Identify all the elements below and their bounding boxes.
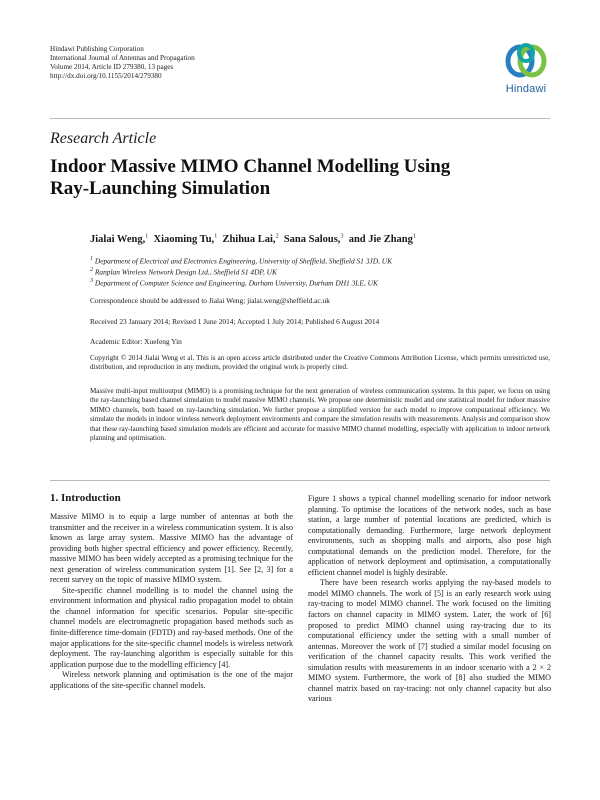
body-column-left — [50, 512, 293, 792]
copyright-notice: Copyright © 2014 Jialai Weng et al. This is an open access article distributed under the Creative Commons Attribution License, which permits unrestricted use, distribution, and reproduction in any medium, provided the original work is properly cited. — [90, 354, 550, 372]
publication-dates: Received 23 January 2014; Revised 1 June 2014; Accepted 1 July 2014; Published 6 August 2014 — [90, 317, 380, 326]
header-divider — [50, 118, 550, 119]
volume-line: Volume 2014, Article ID 279380, 13 pages — [50, 63, 174, 71]
author-list — [90, 233, 416, 245]
paper-title-line-1: Indoor Massive MIMO Channel Modelling Using — [50, 156, 451, 177]
publisher-line: Hindawi Publishing Corporation — [50, 45, 144, 53]
hindawi-logo — [496, 40, 556, 95]
affiliation: $^3$ Department of Computer Science and Engineering, Durham University, Durham DH1 3LE, UK — [90, 278, 378, 288]
affiliation: $^2$ Ranplan Wireless Network Design Ltd., Sheffield S1 4DP, UK — [90, 267, 277, 277]
doi-link[interactable]: http://dx.doi.org/10.1155/2014/279380 — [50, 72, 162, 80]
author: Xiaoming Tu,$^1$ — [153, 233, 218, 245]
abstract-divider — [50, 480, 550, 481]
paragraph: Site-specific channel modelling is to model the channel using the environment information and physical radio propagation model to obtain the channel information for specific scenarios. Popular site-specific channel models are electromagnetic propagation based methods such as finite-difference time-domain (FDTD) and ray-based methods. One of the major applications for the site-specific channel models is wireless network deployment. The ray-launching algorithm is especially suitable for this application purpose due to the modelling efficiency [4]. — [50, 585, 293, 669]
abstract: Massive multi-input multioutput (MIMO) is a promising technique for the next generation of wireless communication systems. In this paper, we focus on using the ray-launching based channel simulation to model massive MIMO channels. We propose one deterministic model and one statistical model for indoor massive MIMO channels, both based on ray-launching simulation. We further propose a simplified version for each model to improve computational efficiency. We simulate the models in indoor wireless network deployment environments and compare the simulation results with measurements. Analysis and comparison show that these ray-launching based simulation models are efficient and accurate for massive MIMO channel modelling, especially with application to indoor network planning and optimisation. — [90, 387, 550, 443]
paragraph: Wireless network planning and optimisation is the one of the major applications of the site-specific channel models. — [50, 670, 293, 690]
author: and Jie Zhang$^1$ — [348, 233, 416, 245]
paragraph: There have been research works applying the ray-based models to model MIMO channels. The work of [5] is an early research work using ray-tracing to model MIMO channel. The work focused on the limiting factors on channel capacity in MIMO system. Later, the work of [6] proposed to predict MIMO channel using ray-tracing due to its computational efficiency under the setting with a small number of antennas. Moreover the work of [7] studied a similar model focusing on verification of the channel capacity results. This work verified the simulation results with measurements in an indoor scenario with a 2 × 2 MIMO system. Furthermore, the work of [8] also studied the MIMO channel matrix based on ray-tracing: not only channel capacity but also various — [308, 578, 551, 704]
body-column-right — [308, 494, 551, 792]
hindawi-logo-icon — [503, 40, 549, 82]
hindawi-logo-text: Hindawi — [505, 83, 547, 95]
academic-editor: Academic Editor: Xuefeng Yin — [90, 337, 182, 346]
paper-title-line-2: Ray-Launching Simulation — [50, 178, 271, 199]
correspondence: Correspondence should be addressed to Jialai Weng; jialai.weng@sheffield.ac.uk — [90, 296, 330, 305]
paper-title — [50, 156, 550, 200]
journal-line: International Journal of Antennas and Propagation — [50, 54, 195, 62]
author: Zhihua Lai,$^2$ — [222, 233, 279, 245]
affiliation: $^1$ Department of Electrical and Electronics Engineering, University of Sheffield, Sheffield S1 3JD, UK — [90, 256, 392, 266]
author: Jialai Weng,$^1$ — [90, 233, 149, 245]
section-heading: 1. Introduction — [50, 492, 121, 504]
article-type: Research Article — [50, 130, 157, 147]
journal-header — [50, 45, 195, 81]
paragraph: Figure 1 shows a typical channel modelling scenario for indoor network planning. To optimise the locations of the network nodes, such as base station, a large number of potential locations are predicted, which is computationally demanding. Furthermore, large network deployment environments, such as shopping malls and airports, also pose high computational demands on the prediction model. Therefore, for the application of network deployment and optimisation, a computationally efficient channel model is highly desirable. — [308, 494, 551, 577]
author: Sana Salous,$^3$ — [283, 233, 344, 245]
paragraph: Massive MIMO is to equip a large number of antennas at both the transmitter and the receiver in a wireless communication system. It is also known as large array system. Massive MIMO has the advantage of providing both higher spectral efficiency and power efficiency. Recently, massive MIMO has been widely accepted as a promising technique for the next generation of wireless communication system [1]. See [2, 3] for a recent survey on the topic of massive MIMO system. — [50, 512, 293, 585]
